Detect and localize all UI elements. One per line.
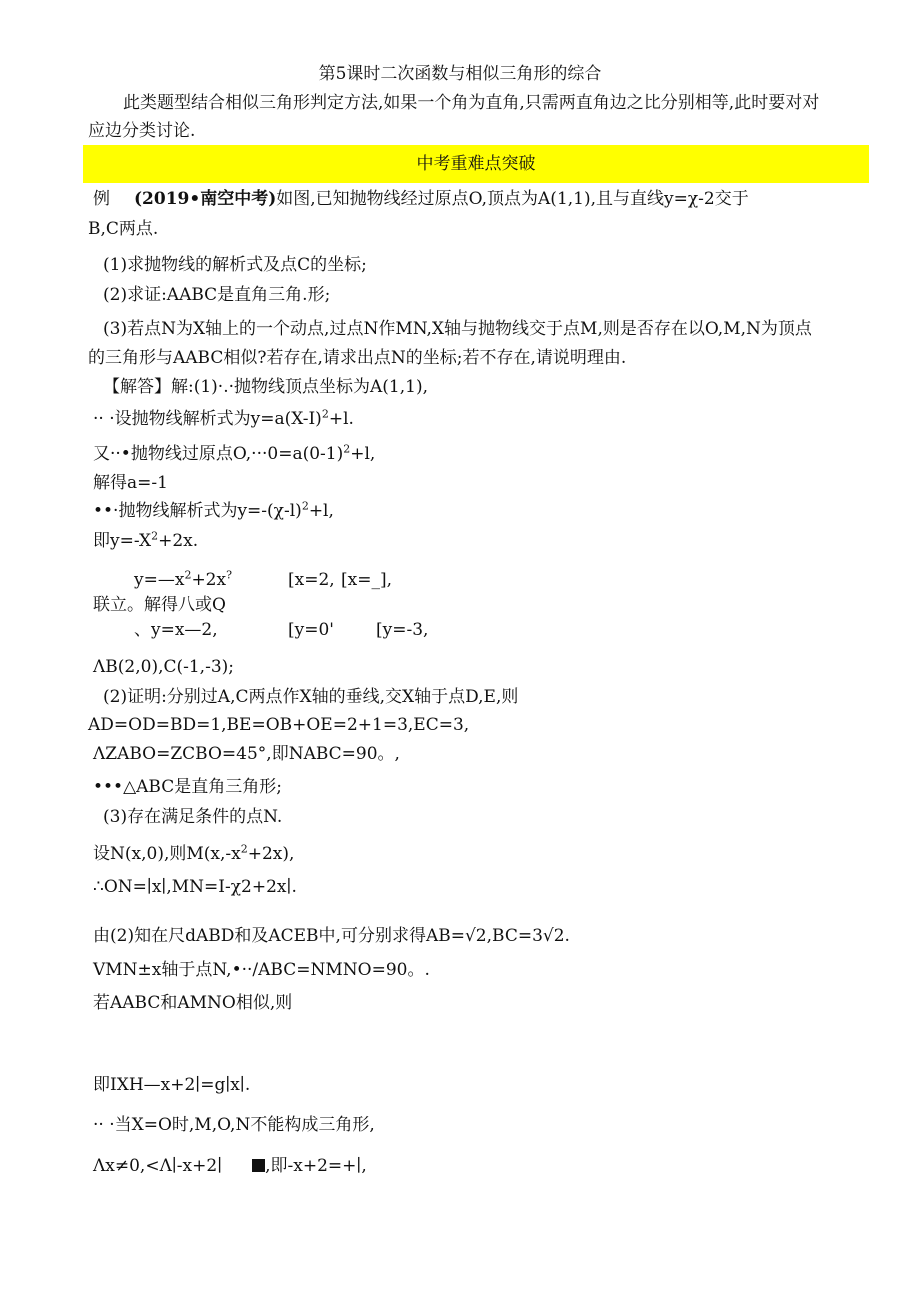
solution-line-6: ΛB(2,0),C(-1,-3); [93, 657, 234, 677]
solution-heading [103, 376, 428, 398]
solution-line-19-end: ,即-x+2=+∣, [265, 1156, 367, 1176]
solution-line-19 [93, 1155, 367, 1177]
solution-line-11: (3)存在满足条件的点N. [103, 807, 283, 827]
system-top-mid: +2x [191, 570, 227, 590]
system-label: 联立。解得八或Q [93, 595, 226, 615]
system-bottom-right-2: [y=-3, [376, 620, 429, 640]
solution-heading-text: 解:(1)·.·抛物线顶点坐标为A(1,1), [171, 377, 429, 397]
solution-line-13: ∴ON=∣x∣,MN=I-χ2+2x∣. [93, 877, 297, 897]
example-source: (2019•南空中考) [134, 189, 277, 209]
solution-line-14: 由(2)知在尺dABD和及ACEB中,可分别求得AB=√2,BC=3√2. [93, 926, 570, 946]
solution-line-18: ·· ·当X=O时,M,O,N不能构成三角形, [93, 1115, 375, 1135]
system-top-left-text: y=—x [134, 570, 185, 590]
solution-line-17: 即IXH—x+2∣=g∣x∣. [93, 1075, 251, 1095]
system-top-left [134, 569, 232, 591]
question-3-line-2: 的三角形与AABC相似?若存在,请求出点N的坐标;若不存在,请说明理由. [88, 348, 627, 368]
system-top-right-1: [x=2, [288, 570, 335, 590]
solution-line-4 [93, 500, 334, 522]
solution-line-1-end: +l. [328, 409, 354, 429]
question-2: (2)求证:AABC是直角三角.形; [103, 285, 331, 305]
solution-line-12-text: 设N(x,0),则M(x,-x [93, 844, 241, 864]
exponent: 2 [301, 499, 309, 513]
solution-line-12 [93, 843, 294, 865]
example-label: 例 [93, 189, 110, 209]
question-3-line-1: (3)若点N为X轴上的一个动点,过点N作MN,X轴与抛物线交于点M,则是否存在以O,M,N为顶点 [103, 319, 812, 339]
solution-line-2 [93, 443, 375, 465]
system-top-right-2: [x=_], [341, 570, 392, 590]
exponent: 2 [240, 842, 248, 856]
intro-line-1: 此类题型结合相似三角形判定方法,如果一个角为直角,只需两直角边之比分别相等,此时要对对 [123, 93, 820, 113]
intro-line-2: 应边分类讨论. [88, 121, 196, 141]
system-bottom-left: 、y=x—2, [134, 620, 218, 640]
solution-line-1 [93, 408, 354, 430]
solution-line-5-end: +2x. [158, 531, 199, 551]
black-square-mark [252, 1159, 265, 1172]
section-banner: 中考重难点突破 [83, 145, 869, 183]
exponent: 2 [343, 442, 351, 456]
solution-tag: 【解答】 [103, 377, 171, 397]
exponent: 2 [184, 568, 192, 582]
exponent: 2 [151, 529, 159, 543]
solution-line-15: VMN±x轴于点N,•··/ABC=NMNO=90。. [93, 960, 430, 980]
solution-line-5 [93, 530, 198, 552]
solution-line-8: AD=OD=BD=1,BE=OB+OE=2+1=3,EC=3, [88, 715, 470, 735]
example-stem-text: 如图,已知抛物线经过原点O,顶点为A(1,1),且与直线y=χ-2交于 [276, 189, 749, 209]
system-bottom-right-1: [y=0' [288, 620, 334, 640]
solution-line-19-text: Λx≠0,<Λ∣-x+2∣ [93, 1156, 223, 1176]
solution-line-12-end: +2x), [247, 844, 295, 864]
solution-line-5-text: 即y=-X [93, 531, 152, 551]
exponent: 2 [321, 407, 329, 421]
solution-line-3: 解得a=-1 [93, 473, 168, 493]
solution-line-9: ΛZABO=ZCBO=45°,即NABC=90。, [93, 744, 400, 764]
solution-line-4-text: ••·抛物线解析式为y=-(χ-l) [93, 501, 302, 521]
solution-line-1-text: ·· ·设抛物线解析式为y=a(X-I) [93, 409, 322, 429]
page-title: 第5课时二次函数与相似三角形的综合 [318, 64, 602, 84]
example-stem-line-1 [93, 188, 749, 210]
example-stem-line-2: B,C两点. [88, 219, 159, 239]
question-1: (1)求抛物线的解析式及点C的坐标; [103, 255, 367, 275]
exponent: ? [226, 568, 232, 582]
solution-line-2-text: 又··•抛物线过原点O,···0=a(0-1) [93, 444, 344, 464]
solution-line-7: (2)证明:分别过A,C两点作X轴的垂线,交X轴于点D,E,则 [103, 687, 519, 707]
solution-line-4-end: +l, [308, 501, 334, 521]
solution-line-2-end: +l, [350, 444, 376, 464]
solution-line-10: •••△ABC是直角三角形; [93, 777, 282, 797]
solution-line-16: 若AABC和AMNO相似,则 [93, 993, 293, 1013]
